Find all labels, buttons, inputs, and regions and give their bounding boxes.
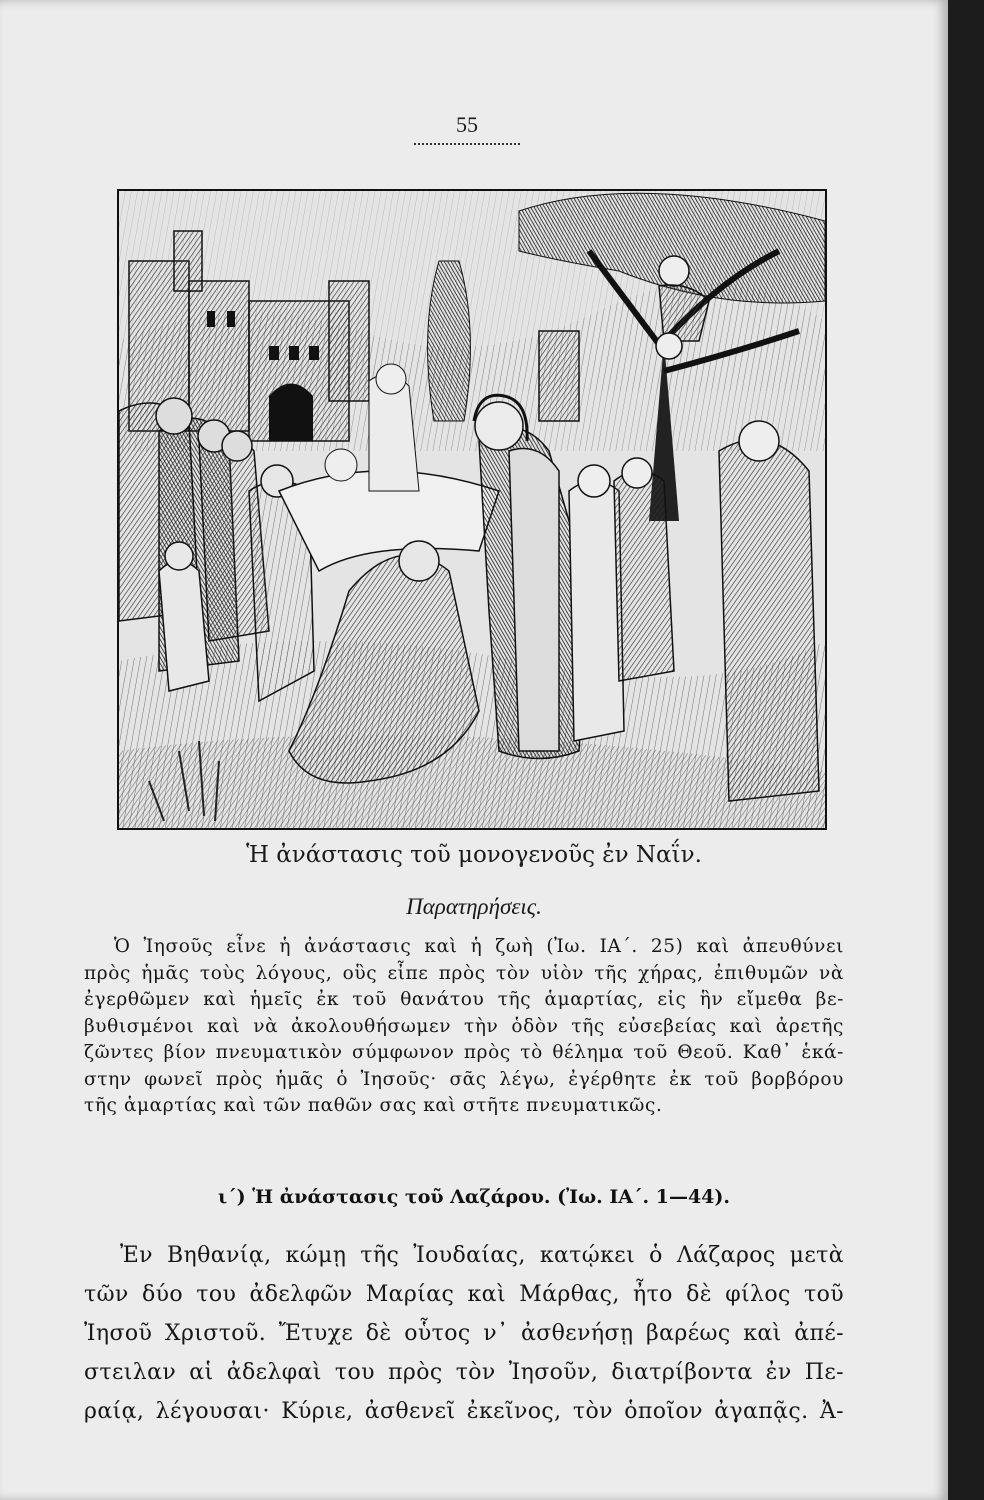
lazarus-paragraph — [84, 1236, 844, 1431]
text-line: στην φωνεῖ πρὸς ἡμᾶς ὁ Ἰησοῦς· σᾶς λέγω, ἐγέρθητε ἐκ τοῦ βορβόρου — [84, 1068, 844, 1090]
text-line: βυθισμένοι καὶ νὰ ἀκολουθήσωμεν τὴν ὁδὸν τῆς εὐσεβείας καὶ ἀρετῆς — [84, 1015, 844, 1037]
text-line: Ἐν Βηθανίᾳ, κώμῃ τῆς Ἰουδαίας, κατῴκει ὁ Λάζαρος μετὰ — [120, 1243, 844, 1268]
text-line: ζῶντες βίον πνευματικὸν σύμφωνον πρὸς τὸ θέλημα τοῦ Θεοῦ. Καθ᾽ ἑκά- — [84, 1042, 844, 1063]
text-line: στειλαν αἱ ἀδελφαὶ του πρὸς τὸν Ἰησοῦν, διατρίβοντα ἐν Πε- — [84, 1360, 844, 1385]
text-line: ραίᾳ, λέγουσαι· Κύριε, ἀσθενεῖ ἐκεῖνος, τὸν ὁποῖον ἀγαπᾷς. Ἀ- — [84, 1399, 844, 1424]
engraving-picture — [119, 191, 825, 828]
text-line: ἐγερθῶμεν καὶ ἡμεῖς ἐκ τοῦ θανάτου τῆς ἁμαρτίας, εἰς ἣν εἴμεθα βε- — [84, 989, 844, 1010]
text-line: Ἰησοῦ Χριστοῦ. Ἔτυχε δὲ οὗτος ν᾽ ἀσθενήσῃ βαρέως καὶ ἀπέ- — [84, 1321, 844, 1346]
text-line: Ὁ Ἰησοῦς εἶνε ἡ ἀνάστασις καὶ ἡ ζωὴ (Ἰω. ΙΑ΄. 25) καὶ ἀπευθύνει — [114, 936, 844, 957]
observations-heading: Παρατηρήσεις. — [406, 894, 542, 919]
text-line: πρὸς ἡμᾶς τοὺς λόγους, οὓς εἶπε πρὸς τὸν υἱὸν τῆς χήρας, ἐπιθυμῶν νὰ — [84, 962, 844, 984]
text-line: τῶν δύο του ἀδελφῶν Μαρίας καὶ Μάρθας, ἦτο δὲ φίλος τοῦ — [84, 1282, 844, 1307]
text-line: τῆς ἁμαρτίας καὶ τῶν παθῶν σας καὶ στῆτε πνευματικῶς. — [84, 1095, 663, 1116]
observations-paragraph — [84, 934, 844, 1120]
illustration-caption: Ἡ ἀνάστασις τοῦ μονογενοῦς ἐν Ναΐν. — [246, 842, 702, 868]
engraving-illustration — [117, 189, 827, 830]
lazarus-heading: ι΄) Ἡ ἀνάστασις τοῦ Λαζάρου. (Ἰω. ΙΑ΄. 1—44). — [217, 1186, 731, 1208]
page-number: 55 — [456, 112, 478, 137]
page-number-rule — [414, 143, 520, 145]
